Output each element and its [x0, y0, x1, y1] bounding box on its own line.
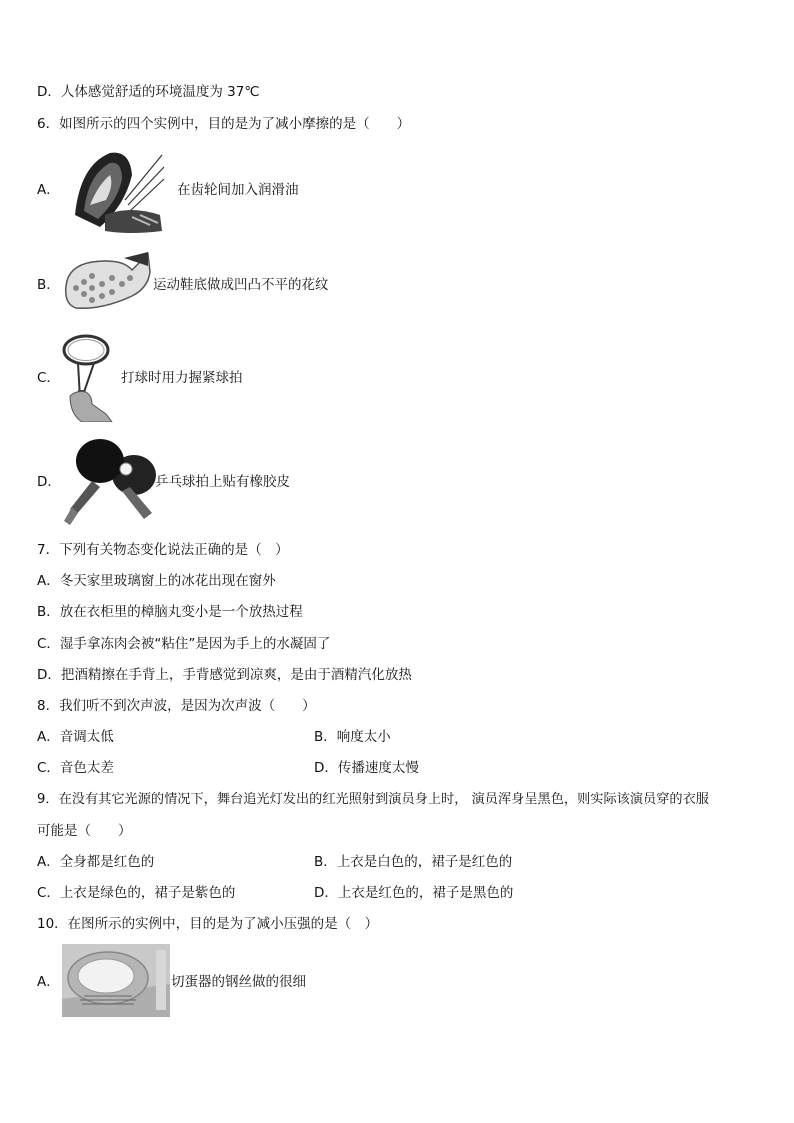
q6-option-d-text: 乒乓球拍上贴有橡胶皮: [155, 474, 290, 490]
q7-stem: 7．下列有关物态变化说法正确的是（ ）: [37, 542, 289, 558]
q6-option-d-label: D．: [37, 474, 61, 490]
q7-option-d: D．把酒精擦在手背上，手背感觉到凉爽，是由于酒精汽化放热: [37, 667, 412, 683]
q6-option-c-label: C．: [37, 370, 60, 386]
q8-option-b: B．响度太小: [314, 729, 391, 745]
q8-option-a: A．音调太低: [37, 729, 114, 745]
q10-stem: 10．在图所示的实例中，目的是为了减小压强的是（ ）: [37, 916, 379, 932]
q9-stem-line1: 9．在没有其它光源的情况下，舞台追光灯发出的红光照射到演员身上时， 演员浑身呈黑色，则实际该演员穿的衣服: [37, 792, 709, 807]
q6-option-b-text: 运动鞋底做成凹凸不平的花纹: [153, 277, 329, 293]
q9-option-a: A．全身都是红色的: [37, 854, 155, 870]
q8-stem: 8．我们听不到次声波，是因为次声波（ ）: [37, 698, 316, 714]
ping-pong-paddles-icon: [62, 435, 157, 527]
q8-option-c: C．音色太差: [37, 760, 114, 776]
egg-slicer-photo-icon: [62, 944, 170, 1017]
q8-option-d: D．传播速度太慢: [314, 760, 419, 776]
q6-option-a-label: A．: [37, 182, 60, 198]
q10-option-a-label: A．: [37, 974, 60, 990]
q7-option-b: B．放在衣柜里的樟脑丸变小是一个放热过程: [37, 604, 303, 620]
q7-option-c: C．湿手拿冻肉会被“粘住”是因为手上的水凝固了: [37, 636, 331, 652]
q7-option-a: A．冬天家里玻璃窗上的冰花出现在窗外: [37, 573, 276, 589]
q9-option-c: C．上衣是绿色的，裙子是紫色的: [37, 885, 236, 901]
q9-option-b: B．上衣是白色的，裙子是红色的: [314, 854, 513, 870]
q6-option-b-label: B．: [37, 277, 60, 293]
q6-option-c-text: 打球时用力握紧球拍: [121, 370, 243, 386]
gear-lubrication-photo-icon: [70, 145, 165, 235]
q6-stem: 6．如图所示的四个实例中，目的是为了减小摩擦的是（ ）: [37, 116, 411, 132]
q9-stem-line2: 可能是（ ）: [37, 823, 132, 839]
tennis-racket-grip-icon: [62, 334, 124, 422]
q9-option-d: D．上衣是红色的，裙子是黑色的: [314, 885, 514, 901]
q10-option-a-text: 切蛋器的钢丝做的很细: [171, 974, 306, 990]
q6-option-a-text: 在齿轮间加入润滑油: [177, 182, 299, 198]
q5-option-d: D．人体感觉舒适的环境温度为 37℃: [37, 84, 260, 100]
sneaker-sole-icon: [62, 248, 152, 316]
